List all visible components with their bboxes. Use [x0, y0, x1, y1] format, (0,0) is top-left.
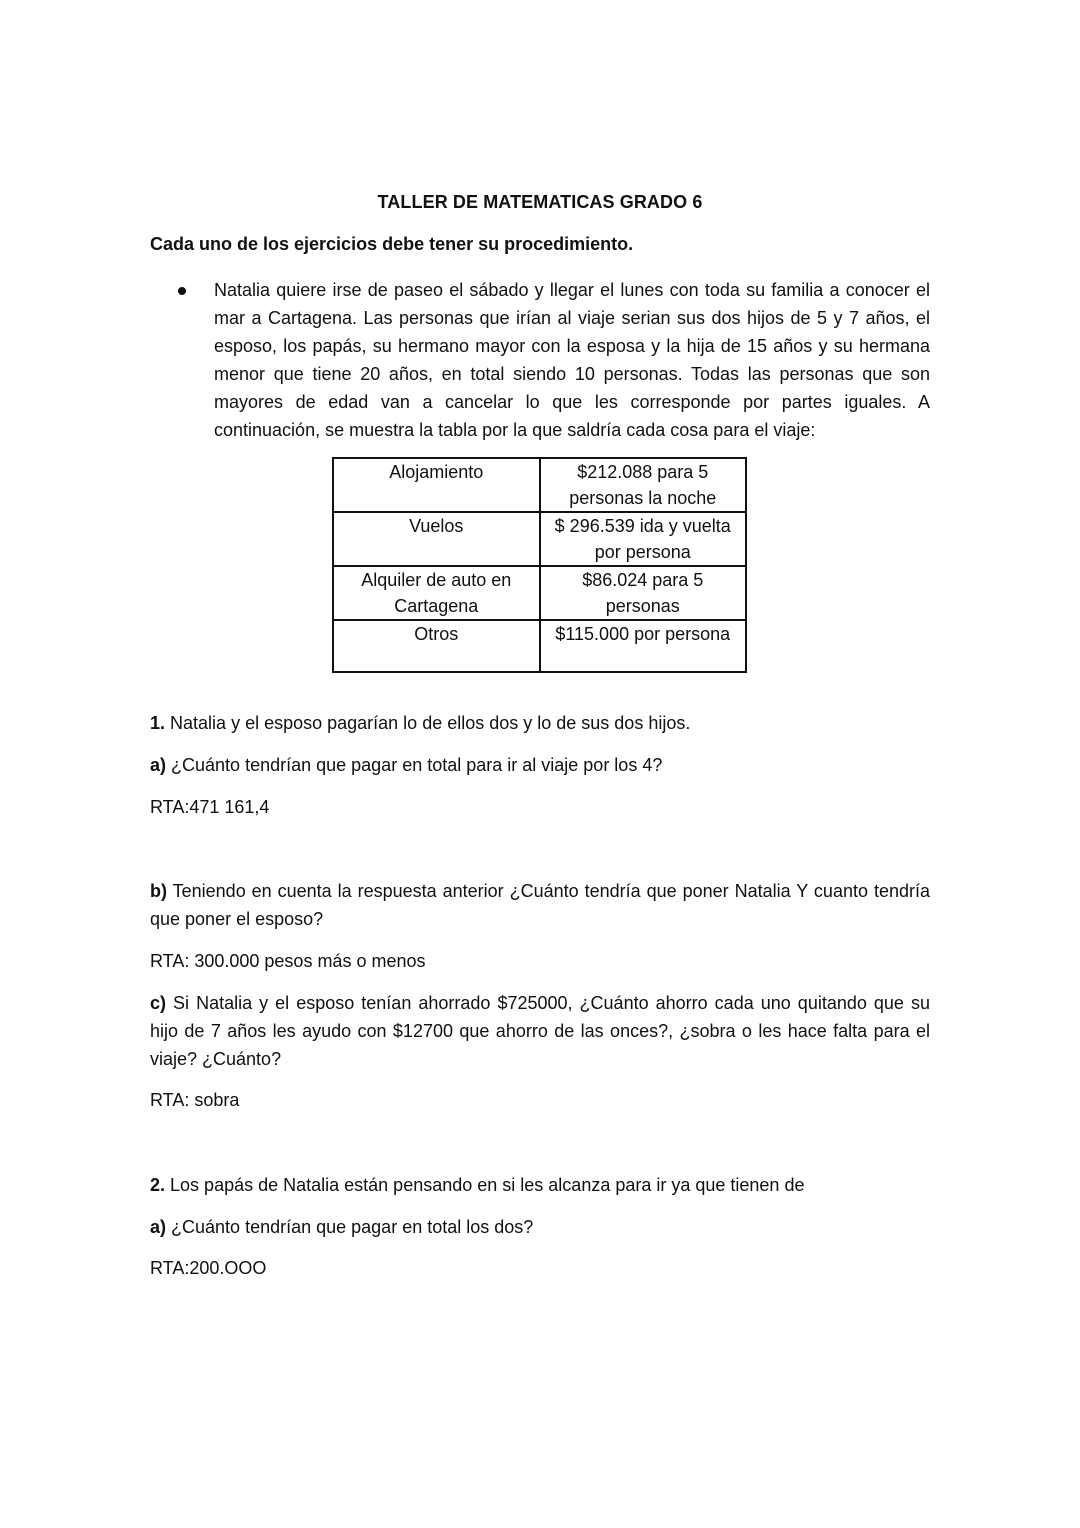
question-1c [150, 989, 930, 1073]
table-row [333, 620, 746, 672]
question-label: a) [150, 1217, 167, 1237]
table-cell-cost: $ 296.539 ida y vuelta por persona [540, 512, 747, 566]
question-text: Los papás de Natalia están pensando en si les alcanza para ir ya que tienen de [170, 1175, 805, 1195]
table-row [333, 566, 746, 620]
table-cell-item: Alquiler de auto en Cartagena [333, 566, 540, 620]
question-1 [150, 709, 930, 737]
question-label: c) [150, 993, 167, 1013]
question-1b [150, 877, 930, 933]
bullet-icon [178, 287, 186, 295]
instruction-text: Cada uno de los ejercicios debe tener su procedimiento. [150, 234, 634, 254]
intro-paragraph: Natalia quiere irse de paseo el sábado y llegar el lunes con toda su familia a conocer el mar a Cartagena. Las personas que irían al viaje serian sus dos hijos de 5 y 7 años, el esposo, los papás, su hermano mayor con la esposa y la hija de 15 años y su hermana menor que tiene 20 años, en total siendo 10 personas. Todas las personas que son mayores de edad van a cancelar lo que les corresponde por partes iguales. A continuación, se muestra la tabla por la que saldría cada cosa para el viaje: [214, 280, 930, 440]
question-text: ¿Cuánto tendrían que pagar en total para ir al viaje por los 4? [171, 755, 663, 775]
answer-1c: RTA: sobra [150, 1090, 240, 1110]
answer-2a: RTA:200.OOO [150, 1258, 267, 1278]
table-cell-cost: $115.000 por persona [540, 620, 747, 672]
question-2 [150, 1171, 930, 1199]
question-2a [150, 1213, 930, 1241]
answer-1a: RTA:471 161,4 [150, 797, 270, 817]
question-1a [150, 751, 930, 779]
page-title: TALLER DE MATEMATICAS GRADO 6 [377, 192, 703, 212]
cost-table [332, 457, 747, 673]
table-cell-item: Alojamiento [333, 458, 540, 512]
table-cell-item: Otros [333, 620, 540, 672]
answer-1b: RTA: 300.000 pesos más o menos [150, 951, 426, 971]
question-text: ¿Cuánto tendrían que pagar en total los dos? [171, 1217, 534, 1237]
question-text: Si Natalia y el esposo tenían ahorrado $725000, ¿Cuánto ahorro cada uno quitando que su hijo de 7 años les ayudo con $12700 que ahorro de las onces?, ¿sobra o les hace falta para el viaje? ¿Cuánto? [150, 993, 930, 1069]
table-cell-cost: $212.088 para 5 personas la noche [540, 458, 747, 512]
question-number: 2. [150, 1175, 166, 1195]
question-text: Natalia y el esposo pagarían lo de ellos dos y lo de sus dos hijos. [170, 713, 691, 733]
table-cell-cost: $86.024 para 5 personas [540, 566, 747, 620]
question-label: b) [150, 881, 167, 901]
question-label: a) [150, 755, 167, 775]
table-row [333, 512, 746, 566]
question-text: Teniendo en cuenta la respuesta anterior ¿Cuánto tendría que poner Natalia Y cuanto tendría que poner el esposo? [150, 881, 930, 929]
table-row [333, 458, 746, 512]
question-number: 1. [150, 713, 166, 733]
table-cell-item: Vuelos [333, 512, 540, 566]
